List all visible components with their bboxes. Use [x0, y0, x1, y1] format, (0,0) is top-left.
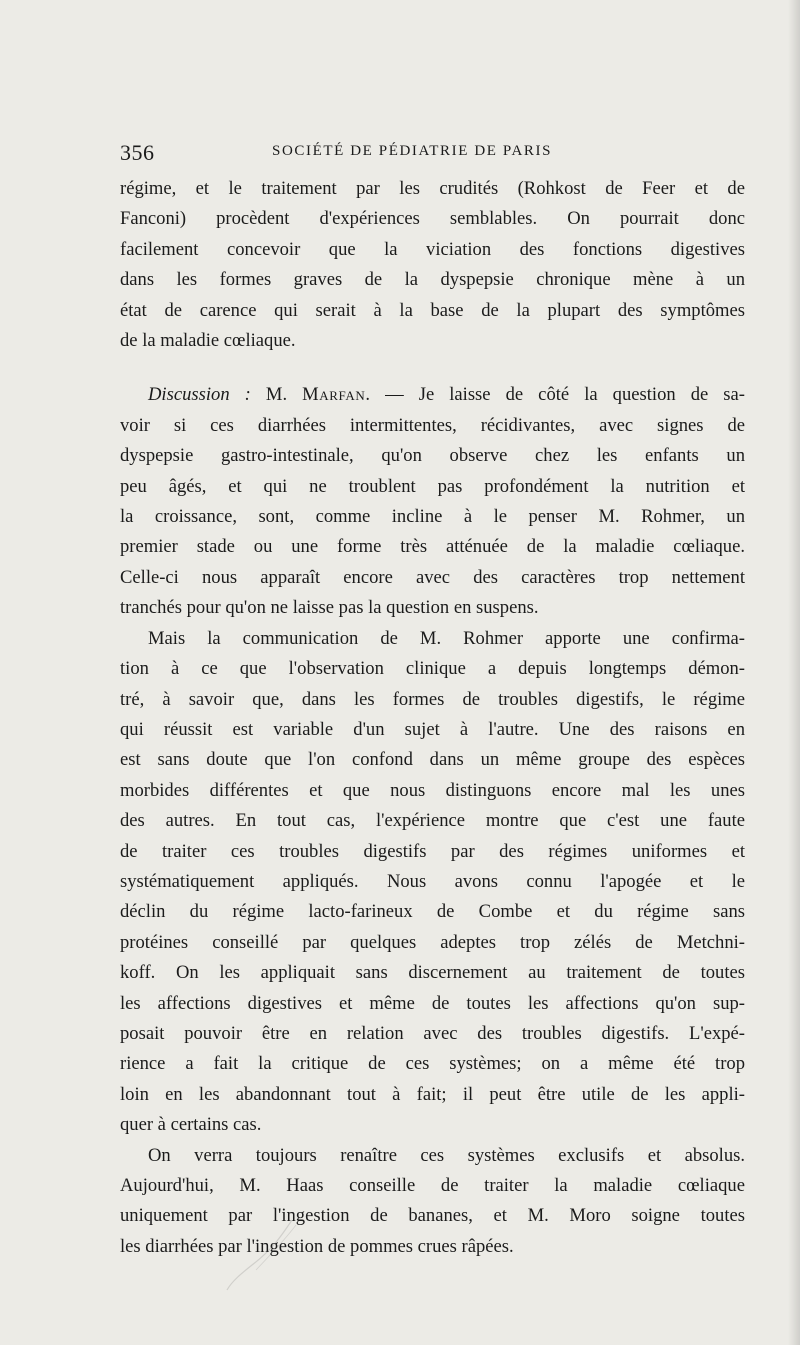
discussion-label: Discussion :: [148, 384, 251, 406]
text-line: tré, à savoir que, dans les formes de troubles digestifs, le régime: [120, 688, 745, 710]
text-line: régime, et le traitement par les crudités (Rohkost de Feer et de: [120, 178, 745, 199]
text-line: dans les formes graves de la dyspepsie chronique mène à un: [120, 269, 745, 291]
body-text: [120, 174, 745, 1262]
paragraph-discussion: [120, 380, 745, 623]
text-line: peu âgés, et qui ne troublent pas profondément la nutrition et: [120, 475, 745, 497]
text-line: est sans doute que l'on confond dans un même groupe des espèces: [120, 749, 745, 771]
running-head: SOCIÉTÉ DE PÉDIATRIE DE PARIS: [272, 143, 553, 159]
text-line: posait pouvoir être en relation avec des troubles digestifs. L'expé-: [120, 1022, 745, 1044]
text-line: les affections digestives et même de toutes les affections qu'on sup-: [120, 992, 745, 1014]
text-line: protéines conseillé par quelques adeptes trop zélés de Metchni-: [120, 931, 745, 953]
paragraph-communication: [120, 624, 745, 1141]
text-line: quer à certains cas.: [120, 1114, 262, 1136]
text-line: les diarrhées par l'ingestion de pommes crues râpées.: [120, 1235, 514, 1257]
text-line: qui réussit est variable d'un sujet à l'autre. Une des raisons en: [120, 718, 745, 740]
paragraph-carence: [120, 174, 745, 356]
text-line: systématiquement appliqués. Nous avons connu l'apogée et le: [120, 870, 745, 892]
text-line: de la maladie cœliaque.: [120, 330, 296, 352]
text-line: tranchés pour qu'on ne laisse pas la question en suspens.: [120, 597, 539, 619]
text-line: état de carence qui serait à la base de la plupart des symptômes: [120, 299, 745, 321]
text-line: uniquement par l'ingestion de bananes, et M. Moro soigne toutes: [120, 1205, 745, 1227]
text-line: rience a fait la critique de ces systèmes; on a même été trop: [120, 1053, 745, 1075]
text-line: morbides différentes et que nous distinguons encore mal les unes: [120, 779, 745, 801]
text-line: des autres. En tout cas, l'expérience montre que c'est une faute: [120, 810, 745, 832]
text-line: dyspepsie gastro-intestinale, qu'on observe chez les enfants un: [120, 445, 745, 467]
speaker-name: Marfan: [302, 384, 366, 406]
speaker-prefix: M.: [265, 384, 288, 406]
page-header: [120, 140, 752, 170]
text-line: la croissance, sont, comme incline à le penser M. Rohmer, un: [120, 506, 745, 528]
text-line: Mais la communication de M. Rohmer apporte une confirma-: [148, 627, 745, 649]
page-edge-shadow: [788, 0, 800, 1345]
text-line: déclin du régime lacto-farineux de Combe et du régime sans: [120, 901, 745, 923]
paragraph-systemes: [120, 1141, 745, 1263]
discussion-first-line-text: . — Je laisse de côté la question de sa-: [365, 384, 745, 406]
paragraph-gap: [120, 356, 745, 380]
ink-smudge: [222, 1215, 302, 1295]
text-line: de traiter ces troubles digestifs par des régimes uniformes et: [120, 840, 745, 862]
text-line: Fanconi) procèdent d'expériences semblables. On pourrait donc: [120, 208, 745, 230]
page-number: 356: [120, 140, 155, 165]
discussion-first-line: [120, 380, 745, 410]
text-line: premier stade ou une forme très atténuée de la maladie cœliaque.: [120, 536, 745, 558]
text-line: loin en les abandonnant tout à fait; il peut être utile de les appli-: [120, 1083, 745, 1105]
text-line: tion à ce que l'observation clinique a depuis longtemps démon-: [120, 658, 745, 680]
text-line: Celle-ci nous apparaît encore avec des caractères trop nettement: [120, 566, 745, 588]
text-line: koff. On les appliquait sans discernement au traitement de toutes: [120, 962, 745, 984]
text-line: facilement concevoir que la viciation des fonctions digestives: [120, 238, 745, 260]
text-line: voir si ces diarrhées intermittentes, récidivantes, avec signes de: [120, 414, 745, 436]
text-line: On verra toujours renaître ces systèmes exclusifs et absolus.: [148, 1144, 745, 1166]
text-line: Aujourd'hui, M. Haas conseille de traiter la maladie cœliaque: [120, 1175, 745, 1196]
